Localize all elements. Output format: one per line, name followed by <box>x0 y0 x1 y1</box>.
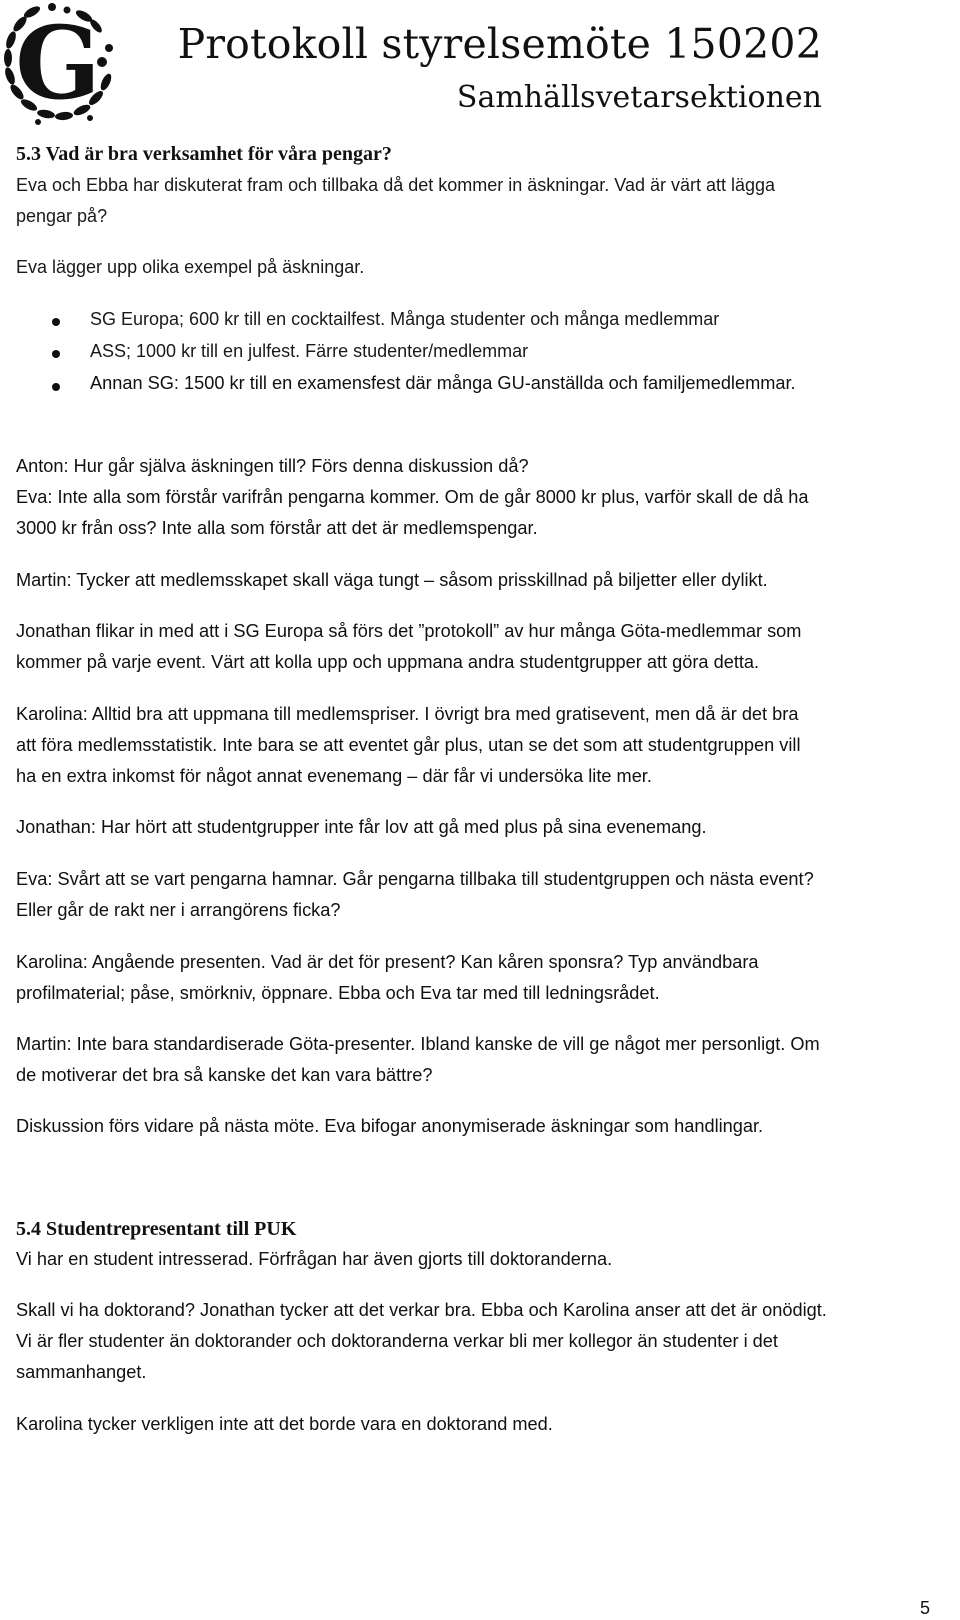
paragraph-line: Martin: Tycker att medlemsskapet skall väga tungt – såsom prisskillnad på biljetter eller dylikt. <box>16 570 768 590</box>
bullet-icon <box>52 383 60 391</box>
paragraph-line: pengar på? <box>16 206 108 226</box>
paragraph-line: Eva lägger upp olika exempel på äskningar. <box>16 257 365 277</box>
paragraph-line: Martin: Inte bara standardiserade Göta-presenter. Ibland kanske de vill ge något mer personligt. Om <box>16 1034 820 1054</box>
list-item: SG Europa; 600 kr till en cocktailfest. Många studenter och många medlemmar <box>90 309 720 329</box>
paragraph-line: Eller går de rakt ner i arrangörens ficka? <box>16 900 341 920</box>
list-item: ASS; 1000 kr till en julfest. Färre studenter/medlemmar <box>90 341 529 361</box>
paragraph-line: Eva: Inte alla som förstår varifrån pengarna kommer. Om de går 8000 kr plus, varför skall de då ha <box>16 487 809 507</box>
paragraph-line: sammanhanget. <box>16 1362 147 1382</box>
document-title: Protokoll styrelsemöte 150202 <box>177 20 822 68</box>
paragraph-line: 3000 kr från oss? Inte alla som förstår att det är medlemspengar. <box>16 518 538 538</box>
paragraph-line: Karolina: Alltid bra att uppmana till medlemspriser. I övrigt bra med gratisevent, men då är det bra <box>16 704 799 724</box>
paragraph-line: Vi är fler studenter än doktorander och doktoranderna verkar bli mer kollegor än studenter i det <box>16 1331 778 1351</box>
paragraph-line: Jonathan: Har hört att studentgrupper inte får lov att gå med plus på sina evenemang. <box>16 817 707 837</box>
paragraph-line: Jonathan flikar in med att i SG Europa så förs det ”protokoll” av hur många Göta-medlemmar som <box>16 621 802 641</box>
paragraph-line: de motiverar det bra så kanske det kan vara bättre? <box>16 1065 433 1085</box>
paragraph-line: profilmaterial; påse, smörkniv, öppnare. Ebba och Eva tar med till ledningsrådet. <box>16 983 660 1003</box>
bullet-icon <box>52 350 60 358</box>
section-heading: 5.3 Vad är bra verksamhet för våra pengar? <box>16 143 392 165</box>
paragraph-line: Eva och Ebba har diskuterat fram och tillbaka då det kommer in äskningar. Vad är värt att lägga <box>16 175 776 195</box>
paragraph-line: Karolina tycker verkligen inte att det borde vara en doktorand med. <box>16 1414 553 1434</box>
paragraph-line: kommer på varje event. Värt att kolla upp och uppmana andra studentgrupper att göra detta. <box>16 652 760 672</box>
page-number: 5 <box>919 1598 930 1618</box>
paragraph-line: Karolina: Angående presenten. Vad är det för present? Kan kåren sponsra? Typ användbara <box>16 952 759 972</box>
paragraph-line: Eva: Svårt att se vart pengarna hamnar. Går pengarna tillbaka till studentgruppen och nästa event? <box>16 869 814 889</box>
list-item: Annan SG: 1500 kr till en examensfest där många GU-anställda och familjemedlemmar. <box>90 373 796 393</box>
paragraph-line: Anton: Hur går själva äskningen till? Förs denna diskussion då? <box>16 456 529 476</box>
bullet-icon <box>52 318 60 326</box>
paragraph-line: att föra medlemsstatistik. Inte bara se att eventet går plus, utan se det som att studentgruppen vill <box>16 735 801 755</box>
section-heading: 5.4 Studentrepresentant till PUK <box>16 1218 297 1240</box>
paragraph-line: Diskussion förs vidare på nästa möte. Eva bifogar anonymiserade äskningar som handlingar. <box>16 1116 764 1136</box>
svg-text:G: G <box>15 4 101 122</box>
paragraph-line: ha en extra inkomst för något annat evenemang – där får vi undersöka lite mer. <box>16 766 652 786</box>
document-subtitle: Samhällsvetarsektionen <box>456 80 822 115</box>
paragraph-line: Skall vi ha doktorand? Jonathan tycker att det verkar bra. Ebba och Karolina anser att det är onödigt. <box>16 1300 827 1320</box>
paragraph-line: Vi har en student intresserad. Förfrågan har även gjorts till doktoranderna. <box>16 1249 613 1269</box>
